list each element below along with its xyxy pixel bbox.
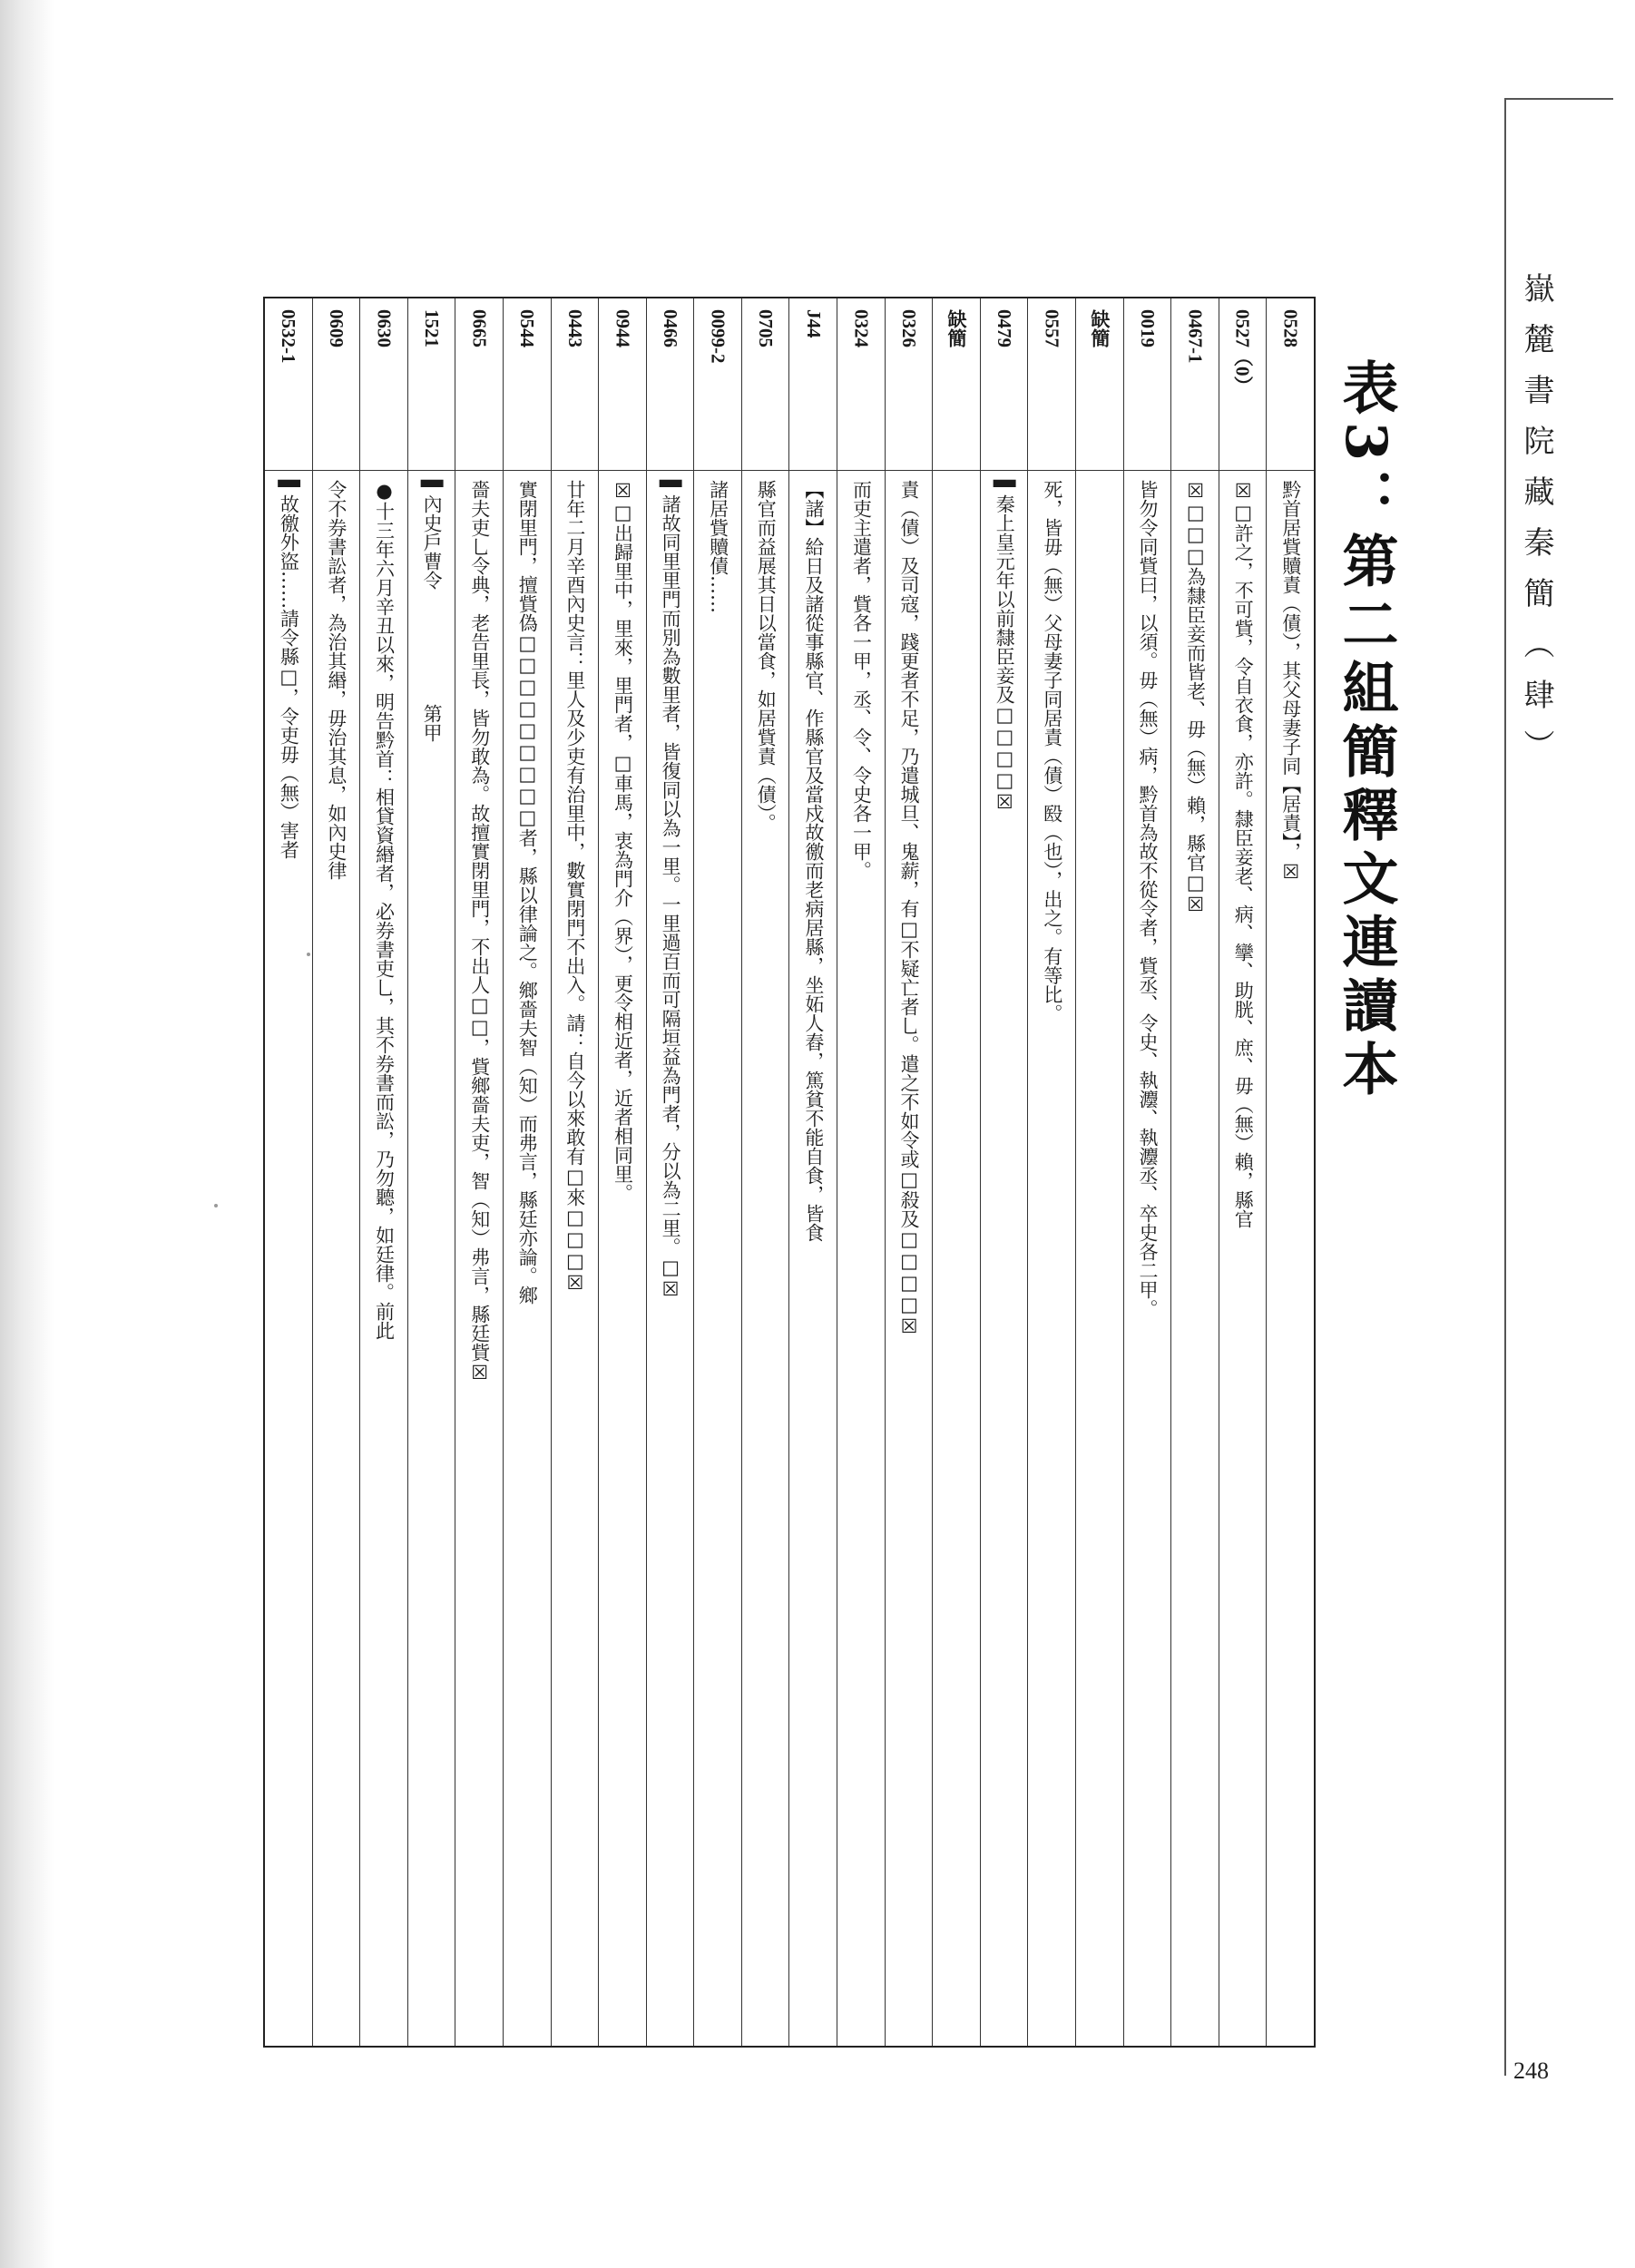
slip-number: 0527（0） [1219, 298, 1267, 471]
table-row [1266, 298, 1314, 2046]
table-row [646, 298, 694, 2046]
slip-number: 0705 [742, 298, 789, 471]
slip-text: 諸居貲贖債…… [707, 480, 729, 613]
page-number: 248 [1513, 2058, 1549, 2084]
running-head: 嶽麓書院藏秦簡（肆） [1518, 272, 1554, 780]
slip-number: 缺簡 [1076, 298, 1123, 471]
slip-text: ▌諸故同里里門而別為數里者，皆復同以為一里。一里過百而可隔垣益為門者，分以為二里。□☒ [660, 480, 682, 1301]
slip-text: 縣官而益展其日以當食，如居貲責（債）。 [755, 480, 778, 833]
slip-text: ▌故徼外盜……請令縣□，令吏毋（無）害者 [278, 480, 300, 860]
slip-number: 0326 [886, 298, 933, 471]
slip-number: 0099-2 [694, 298, 741, 471]
table-row [455, 298, 503, 2046]
slip-number: 缺簡 [933, 298, 980, 471]
slip-text: 黔首居貲贖責（債），其父母妻子同【居責】，☒ [1279, 480, 1302, 883]
slip-text: 【諸】給日及諸從事縣官、作縣官及當戍故徼而老病居縣，坐妬人舂，篤貧不能自食，皆食 [802, 480, 825, 1242]
table-row [1219, 298, 1267, 2046]
slip-number: 0324 [837, 298, 885, 471]
slip-number: 0544 [504, 298, 551, 471]
slip-text [933, 471, 980, 2046]
slip-text: 死，皆毋（無）父母妻子同居責（債）殹（也），出之。有等比。 [1041, 480, 1063, 1023]
table-row [932, 298, 980, 2046]
slip-text: ☒□許之，不可貲，令自衣食，亦許。隸臣妾老、病、攣、助胱、庶、毋（無）賴，縣官 [1232, 480, 1255, 1228]
scan-speck [214, 1204, 218, 1207]
slip-number: J44 [789, 298, 837, 471]
table-row [1027, 298, 1075, 2046]
slip-number: 0443 [552, 298, 599, 471]
slip-number: 0528 [1267, 298, 1314, 471]
slip-number: 0467-1 [1171, 298, 1219, 471]
slip-text: 令不券書訟者，為治其緡，毋治其息，如內史律 [325, 480, 348, 880]
table-row [598, 298, 646, 2046]
slip-text: ▌內史戶曹令 第甲 [421, 480, 444, 743]
slip-number: 0944 [599, 298, 646, 471]
slip-number: 0665 [455, 298, 503, 471]
slip-text: 而吏主遣者，貲各一甲，丞、令、令史各一甲。 [850, 480, 873, 880]
slip-text: 實閉里門，擅貲偽□□□□□□□□□者，縣以律論之。鄉嗇夫智（知）而弗言，縣廷亦論。鄉 [516, 480, 539, 1305]
slip-text: ●十三年六月辛丑以來，明告黔首：相貸資緡者，必券書吏乚，其不券書而訟，乃勿聽，如廷律。前此 [373, 480, 396, 1340]
slip-number: 0609 [313, 298, 360, 471]
table-title: 表3：第二組簡釋文連讀本 [1333, 358, 1399, 1104]
slip-text: 責（債）及司寇，踐更者不足，乃遣城旦、鬼薪，有□不疑亡者乚。遣之不如令或□殺及□□□□☒ [898, 480, 921, 1337]
slip-text: ☒□出歸里中，里來，里門者，□車馬，衷為門介（界），更令相近者，近者相同里。 [612, 480, 634, 1203]
table-row [837, 298, 885, 2046]
table-row [885, 298, 933, 2046]
slip-text: ▌秦上皇元年以前隸臣妾及□□□□☒ [994, 480, 1016, 814]
slip-number: 0479 [981, 298, 1028, 471]
slip-text [1076, 471, 1123, 2046]
table-row [1123, 298, 1171, 2046]
slip-text: 廿年二月辛酉內史言：里人及少吏有治里中，數實閉門不出入。請：自今以來敢有□來□□□☒ [563, 480, 586, 1294]
margin-rule-top [1504, 98, 1613, 100]
table-row [359, 298, 407, 2046]
table-row [551, 298, 599, 2046]
slip-text: 嗇夫吏乚令典，老告里長，皆勿敢為。故擅實閉里門，不出人□□，貲鄉嗇夫吏，智（知）弗言，縣廷貲☒ [468, 480, 491, 1383]
table-row [407, 298, 455, 2046]
slip-text: 皆勿令同貲曰，以須。毋（無）病，黔首為故不從令者，貲丞、令史、執灋、執灋丞、卒史各二甲。 [1137, 480, 1160, 1318]
table-row [503, 298, 551, 2046]
slip-number: 0532-1 [265, 298, 312, 471]
slip-number: 0019 [1124, 298, 1171, 471]
table-row [312, 298, 360, 2046]
table-row [693, 298, 741, 2046]
table-row [265, 298, 312, 2046]
slip-number: 1521 [408, 298, 455, 471]
table-row [1170, 298, 1219, 2046]
table-row [788, 298, 837, 2046]
table-row [980, 298, 1028, 2046]
transcription-table [263, 297, 1316, 2048]
scan-speck [307, 953, 310, 956]
margin-rule-vertical [1504, 98, 1506, 2076]
slip-number: 0466 [647, 298, 694, 471]
table-row [741, 298, 789, 2046]
table-row [1075, 298, 1123, 2046]
slip-text: ☒□□□為隸臣妾而皆老、毋（無）賴，縣官□☒ [1184, 480, 1207, 915]
slip-number: 0557 [1028, 298, 1075, 471]
page-gutter-shadow [0, 0, 54, 2268]
slip-number: 0630 [360, 298, 407, 471]
